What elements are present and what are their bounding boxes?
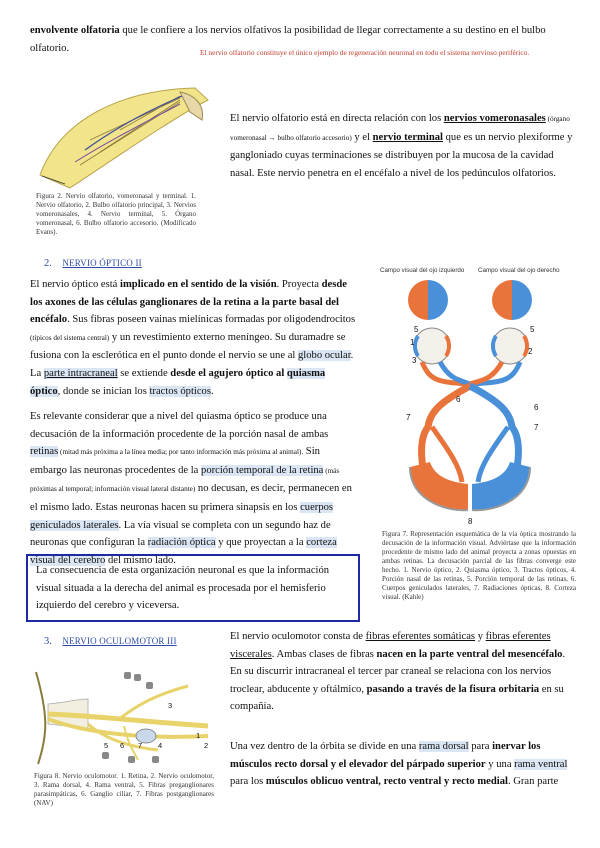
fig8-label: 7 <box>138 741 143 750</box>
intro-line-1: envolvente olfatoria que le confiere a los nervios olfativos la posibilidad de llegar correctamente a su destino en el bulbo <box>30 25 546 36</box>
figure-7-optic-pathway <box>370 262 580 527</box>
fig7-label: 1 <box>410 338 415 347</box>
figure-2-caption: Figura 2. Nervio olfatorio, vomeronasal y terminal. 1. Nervio olfatorio, 2. Bulbo olfatorio principal, 3. Nervios vomeronasales, 4. Nervio terminal, 5. Órgano vomeronasal, 6. Bulbo olfatorio accesorio. (Modificado Evans). <box>36 192 196 236</box>
fig7-label: 2 <box>528 347 533 356</box>
figure-8-oculomotor <box>28 664 218 770</box>
consequence-box: La consecuencia de esta organización neuronal es que la información visual situada a la derecha del animal es procesada por el hemisferio izquierdo del cerebro y viceversa. <box>26 554 360 622</box>
fig7-label: 5 <box>530 325 535 334</box>
fig8-label: 5 <box>104 741 109 750</box>
right-field-title: Campo visual del ojo derecho <box>478 267 560 274</box>
fig8-label: 6 <box>120 741 125 750</box>
olfactory-relation-paragraph: El nervio olfatorio está en directa relación con los nervios vomeronasales (órgano vomeronasal → bulbo olfatorio accesorio) y el nervio terminal que es un nervio plexiforme y gangloniado cuyas terminaciones se distribuyen por la mucosa de la cavidad nasal. Este nervio penetra en el encéfalo a nivel de los pedúnculos olfatorios. <box>230 113 573 179</box>
intro-line-2: olfatorio. <box>30 43 70 54</box>
section-2-heading: 2. NERVIO ÓPTICO II <box>44 258 142 269</box>
fig8-label: 3 <box>168 701 173 710</box>
fig7-label: 6 <box>456 395 461 404</box>
fig7-label: 8 <box>468 517 473 526</box>
section-3-heading: 3. NERVIO OCULOMOTOR III <box>44 636 177 647</box>
red-note: El nervio olfatorio constituye el único ejemplo de regeneración neuronal en todo el sistema nervioso periférico. <box>200 48 530 57</box>
figure-2-olfactory <box>30 80 210 190</box>
figure-7-caption: Figura 7. Representación esquemática de la vía óptica mostrando la decusación de la información visual. Adviértase que la información procedente de mismo lado del animal proyecta a zonas opuestas en ambas retinas. La decusación parcial de las fibras converge este hecho. 1. Nervio óptico, 2. Quiasma óptico, 3. Tractos ópticos, 4. Porción nasal de las retinas, 5. Porción temporal de las retinas, 6. Cuerpos geniculados laterales, 7. Radiaciones ópticas, 8. Corteza visual. (Kahle) <box>382 530 576 601</box>
fig8-label: 1 <box>196 731 201 740</box>
figure-8-caption: Figura 8. Nervio oculomotor. 1. Retina, 2. Nervio oculomotor, 3. Rama dorsal, 4. Rama ventral, 5. Fibras preganglionares parasimpáticas, 6. Ganglio ciliar, 7. Fibras postganglionares (NAV) <box>34 772 214 807</box>
fig7-label: 5 <box>414 325 419 334</box>
oculomotor-paragraph-1: El nervio oculomotor consta de fibras eferentes somáticas y fibras eferentes viscerales. Ambas clases de fibras nacen en la parte ventral del mesencéfalo. En su discurrir intracraneal el tercer par craneal se relaciona con los nervios troclear, abducente y oftálmico, pasando a través de la fisura orbitaria en su compañía. <box>230 631 566 713</box>
fig8-label: 4 <box>158 741 163 750</box>
fig7-label: 6 <box>534 403 539 412</box>
fig7-label: 7 <box>534 423 539 432</box>
fig8-label: 2 <box>204 741 209 750</box>
optic-paragraph-2: Es relevante considerar que a nivel del quiasma óptico se produce una decusación de la información procedente de la porción nasal de ambas retinas (mitad más próxima a la línea media; por tanto información más próxima al animal). Sin embargo las neuronas procedentes de la porción temporal de la retina (más próximas al temporal; información visual lateral distante) no decusan, es decir, permanecen en el mismo lado. Estas neuronas hacen su primera sinapsis en los cuerpos geniculados laterales. La vía visual se completa con un segundo haz de neuronas que configuran la radiación óptica y que proyectan a la corteza visual del cerebro del mismo lado. <box>30 411 352 566</box>
optic-paragraph-1: El nervio óptico está implicado en el sentido de la visión. Proyecta desde los axones de las células ganglionares de la retina a la parte basal del encéfalo. Sus fibras poseen vainas mielínicas formadas por oligodendrocitos (típicos del sistema central) y un revestimiento externo meníngeo. Su duramadre se fusiona con la esclerótica en el punto donde el nervio se une al globo ocular. La parte intracraneal se extiende desde el agujero óptico al quiasma óptico, donde se inician los tractos ópticos. <box>30 279 356 397</box>
oculomotor-paragraph-2: Una vez dentro de la órbita se divide en una rama dorsal para inervar los músculos recto dorsal y el elevador del párpado superior y una rama ventral para los músculos oblicuo ventral, recto ventral y recto medial. Gran parte <box>230 741 568 788</box>
fig7-label: 3 <box>412 356 417 365</box>
left-field-title: Campo visual del ojo izquierdo <box>380 267 465 274</box>
fig7-label: 7 <box>406 413 411 422</box>
